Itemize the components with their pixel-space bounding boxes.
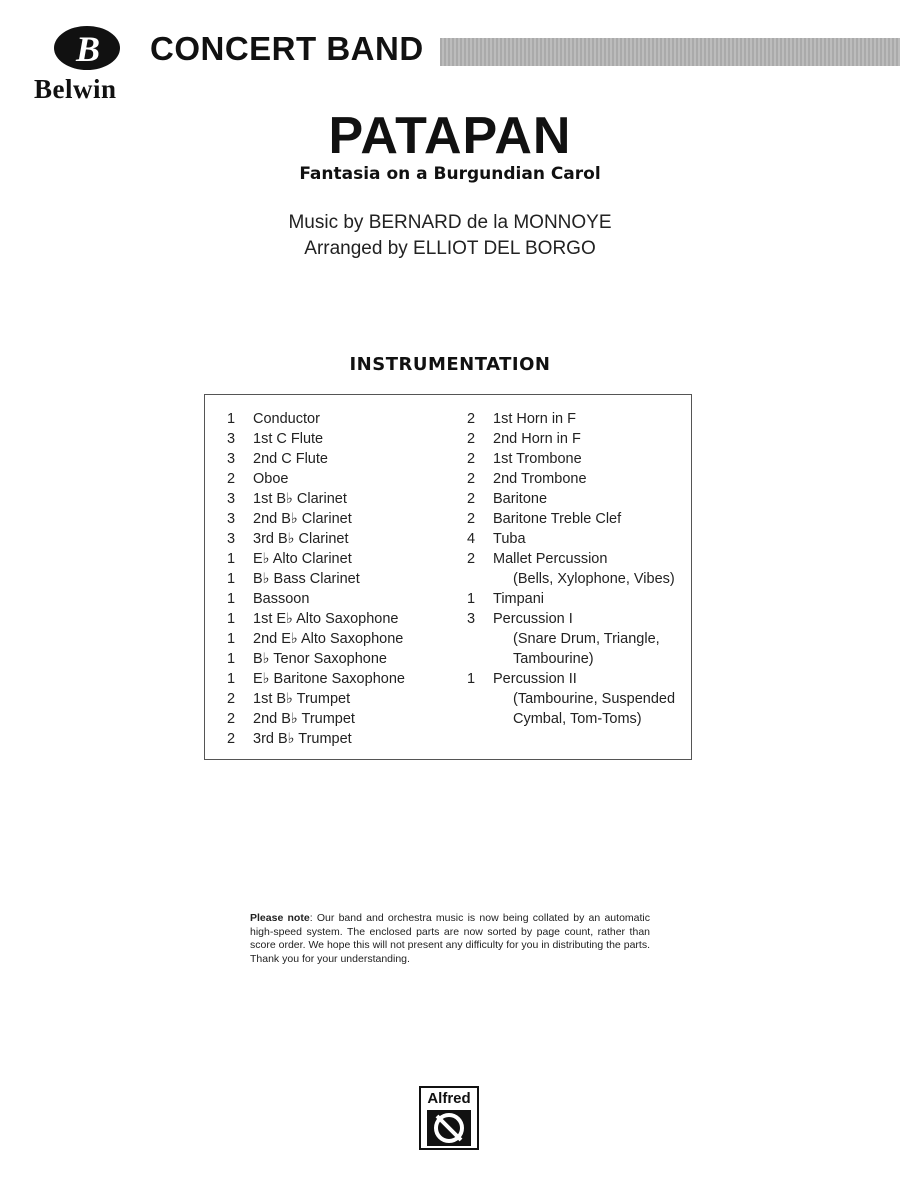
instrument-quantity <box>467 709 493 729</box>
instrument-quantity: 3 <box>227 431 236 447</box>
instrument-quantity: 2 <box>467 491 476 507</box>
instrument-quantity: 3 <box>467 611 476 627</box>
instrument-name: B♭ Tenor Saxophone <box>253 651 387 667</box>
instrument-name: B♭ Bass Clarinet <box>253 571 360 587</box>
instrument-quantity: 2 <box>467 451 476 467</box>
instrument-name: Bassoon <box>253 591 310 607</box>
instrument-quantity <box>467 689 493 709</box>
instrument-name: (Bells, Xylophone, Vibes) <box>513 571 675 587</box>
instrument-row <box>467 469 687 489</box>
instrument-quantity: 1 <box>467 591 476 607</box>
instrument-quantity: 1 <box>467 671 476 687</box>
series-label: CONCERT BAND <box>150 30 424 67</box>
instrument-row <box>227 569 447 589</box>
instrument-name: 1st Horn in F <box>493 411 576 427</box>
instrument-name: 3rd B♭ Clarinet <box>253 531 349 547</box>
instrument-list-right <box>467 409 687 729</box>
instrument-quantity: 2 <box>467 511 476 527</box>
instrument-row <box>467 409 687 429</box>
instrument-quantity: 1 <box>227 631 236 647</box>
instrument-name: E♭ Alto Clarinet <box>253 551 352 567</box>
belwin-logo-icon <box>52 24 122 72</box>
instrument-row <box>467 529 687 549</box>
instrument-name: 3rd B♭ Trumpet <box>253 731 352 747</box>
instrument-name: (Snare Drum, Triangle, <box>513 631 660 647</box>
instrument-name: 2nd B♭ Trumpet <box>253 711 355 727</box>
instrumentation-box <box>204 394 692 760</box>
piece-title: PATAPAN <box>328 107 572 165</box>
instrument-row <box>227 729 447 749</box>
instrument-name: Baritone Treble Clef <box>493 511 622 527</box>
instrument-name: 1st B♭ Clarinet <box>253 491 347 507</box>
instrument-row <box>467 589 687 609</box>
instrument-name: Conductor <box>253 411 320 427</box>
instrument-name: 1st E♭ Alto Saxophone <box>253 611 399 627</box>
instrument-quantity <box>467 649 493 669</box>
instrument-quantity: 2 <box>467 551 476 567</box>
alfred-logo <box>419 1086 479 1150</box>
instrument-row <box>227 589 447 609</box>
instrument-quantity: 2 <box>467 411 476 427</box>
instrument-row <box>227 629 447 649</box>
instrument-quantity: 2 <box>467 431 476 447</box>
instrument-row <box>467 429 687 449</box>
instrument-name: Tuba <box>493 531 526 547</box>
instrument-quantity <box>467 569 493 589</box>
instrument-row <box>227 409 447 429</box>
instrument-quantity: 3 <box>227 451 236 467</box>
instrument-row <box>227 709 447 729</box>
instrument-row <box>467 689 687 709</box>
instrument-quantity: 1 <box>227 551 236 567</box>
instrument-name: 1st B♭ Trumpet <box>253 691 351 707</box>
instrument-row <box>467 509 687 529</box>
instrument-list-left <box>227 409 447 749</box>
instrument-row <box>227 509 447 529</box>
alfred-logo-icon <box>427 1110 471 1146</box>
instrument-name: 1st Trombone <box>493 451 582 467</box>
instrument-row <box>467 609 687 629</box>
instrument-quantity: 1 <box>227 651 236 667</box>
instrument-quantity: 3 <box>227 531 236 547</box>
instrumentation-heading: INSTRUMENTATION <box>349 354 551 375</box>
instrument-row <box>227 669 447 689</box>
instrument-name: Timpani <box>493 591 545 607</box>
instrument-row <box>467 549 687 569</box>
instrument-row <box>467 669 687 689</box>
instrument-row <box>467 569 687 589</box>
instrument-row <box>467 449 687 469</box>
instrument-row <box>227 449 447 469</box>
collation-note <box>250 912 650 966</box>
instrument-name: 2nd Trombone <box>493 471 587 487</box>
instrument-row <box>227 549 447 569</box>
instrument-quantity: 1 <box>227 411 236 427</box>
svg-text:B: B <box>75 29 101 69</box>
instrument-row <box>227 689 447 709</box>
note-text: : Our band and orchestra music is now being collated by an automatic high-speed system. The enclosed parts are now sorted by page count, rather than score order. We hope this will not present any difficulty for you in distributing the parts. Thank you for your understanding. <box>250 912 650 965</box>
instrument-row <box>467 709 687 729</box>
instrument-quantity: 2 <box>227 471 236 487</box>
instrument-name: 2nd Horn in F <box>493 431 581 447</box>
instrument-row <box>227 469 447 489</box>
instrument-row <box>227 609 447 629</box>
header-rule <box>440 38 900 66</box>
publisher-name: Alfred <box>427 1090 471 1107</box>
instrument-quantity: 3 <box>227 511 236 527</box>
instrument-name: 2nd C Flute <box>253 451 328 467</box>
instrument-row <box>467 649 687 669</box>
instrument-quantity: 2 <box>467 471 476 487</box>
instrument-quantity: 2 <box>227 691 236 707</box>
instrument-quantity: 2 <box>227 731 236 747</box>
instrument-name: 2nd E♭ Alto Saxophone <box>253 631 404 647</box>
instrument-name: Mallet Percussion <box>493 551 608 567</box>
instrument-name: Tambourine) <box>513 651 594 667</box>
instrument-quantity <box>467 629 493 649</box>
instrument-quantity: 1 <box>227 671 236 687</box>
instrument-name: (Tambourine, Suspended <box>513 691 676 707</box>
instrument-row <box>467 489 687 509</box>
instrument-name: 2nd B♭ Clarinet <box>253 511 352 527</box>
instrument-name: E♭ Baritone Saxophone <box>253 671 405 687</box>
instrument-quantity: 1 <box>227 611 236 627</box>
instrument-name: 1st C Flute <box>253 431 324 447</box>
instrument-quantity: 1 <box>227 571 236 587</box>
instrument-row <box>227 429 447 449</box>
instrument-row <box>467 629 687 649</box>
instrument-row <box>227 529 447 549</box>
instrument-quantity: 1 <box>227 591 236 607</box>
belwin-logo <box>28 24 146 104</box>
instrument-name: Baritone <box>493 491 548 507</box>
note-label: Please note <box>250 912 310 924</box>
arranger-credit: Arranged by ELLIOT DEL BORGO <box>304 238 596 259</box>
instrument-quantity: 3 <box>227 491 236 507</box>
instrument-row <box>227 649 447 669</box>
instrument-row <box>227 489 447 509</box>
instrument-name: Cymbal, Tom-Toms) <box>513 711 642 727</box>
piece-subtitle: Fantasia on a Burgundian Carol <box>299 164 601 184</box>
instrument-quantity: 4 <box>467 531 476 547</box>
instrument-name: Percussion II <box>493 671 577 687</box>
instrument-name: Oboe <box>253 471 289 487</box>
instrument-name: Percussion I <box>493 611 573 627</box>
brand-name: Belwin <box>34 74 117 104</box>
composer-credit: Music by BERNARD de la MONNOYE <box>288 212 612 233</box>
instrument-quantity: 2 <box>227 711 236 727</box>
